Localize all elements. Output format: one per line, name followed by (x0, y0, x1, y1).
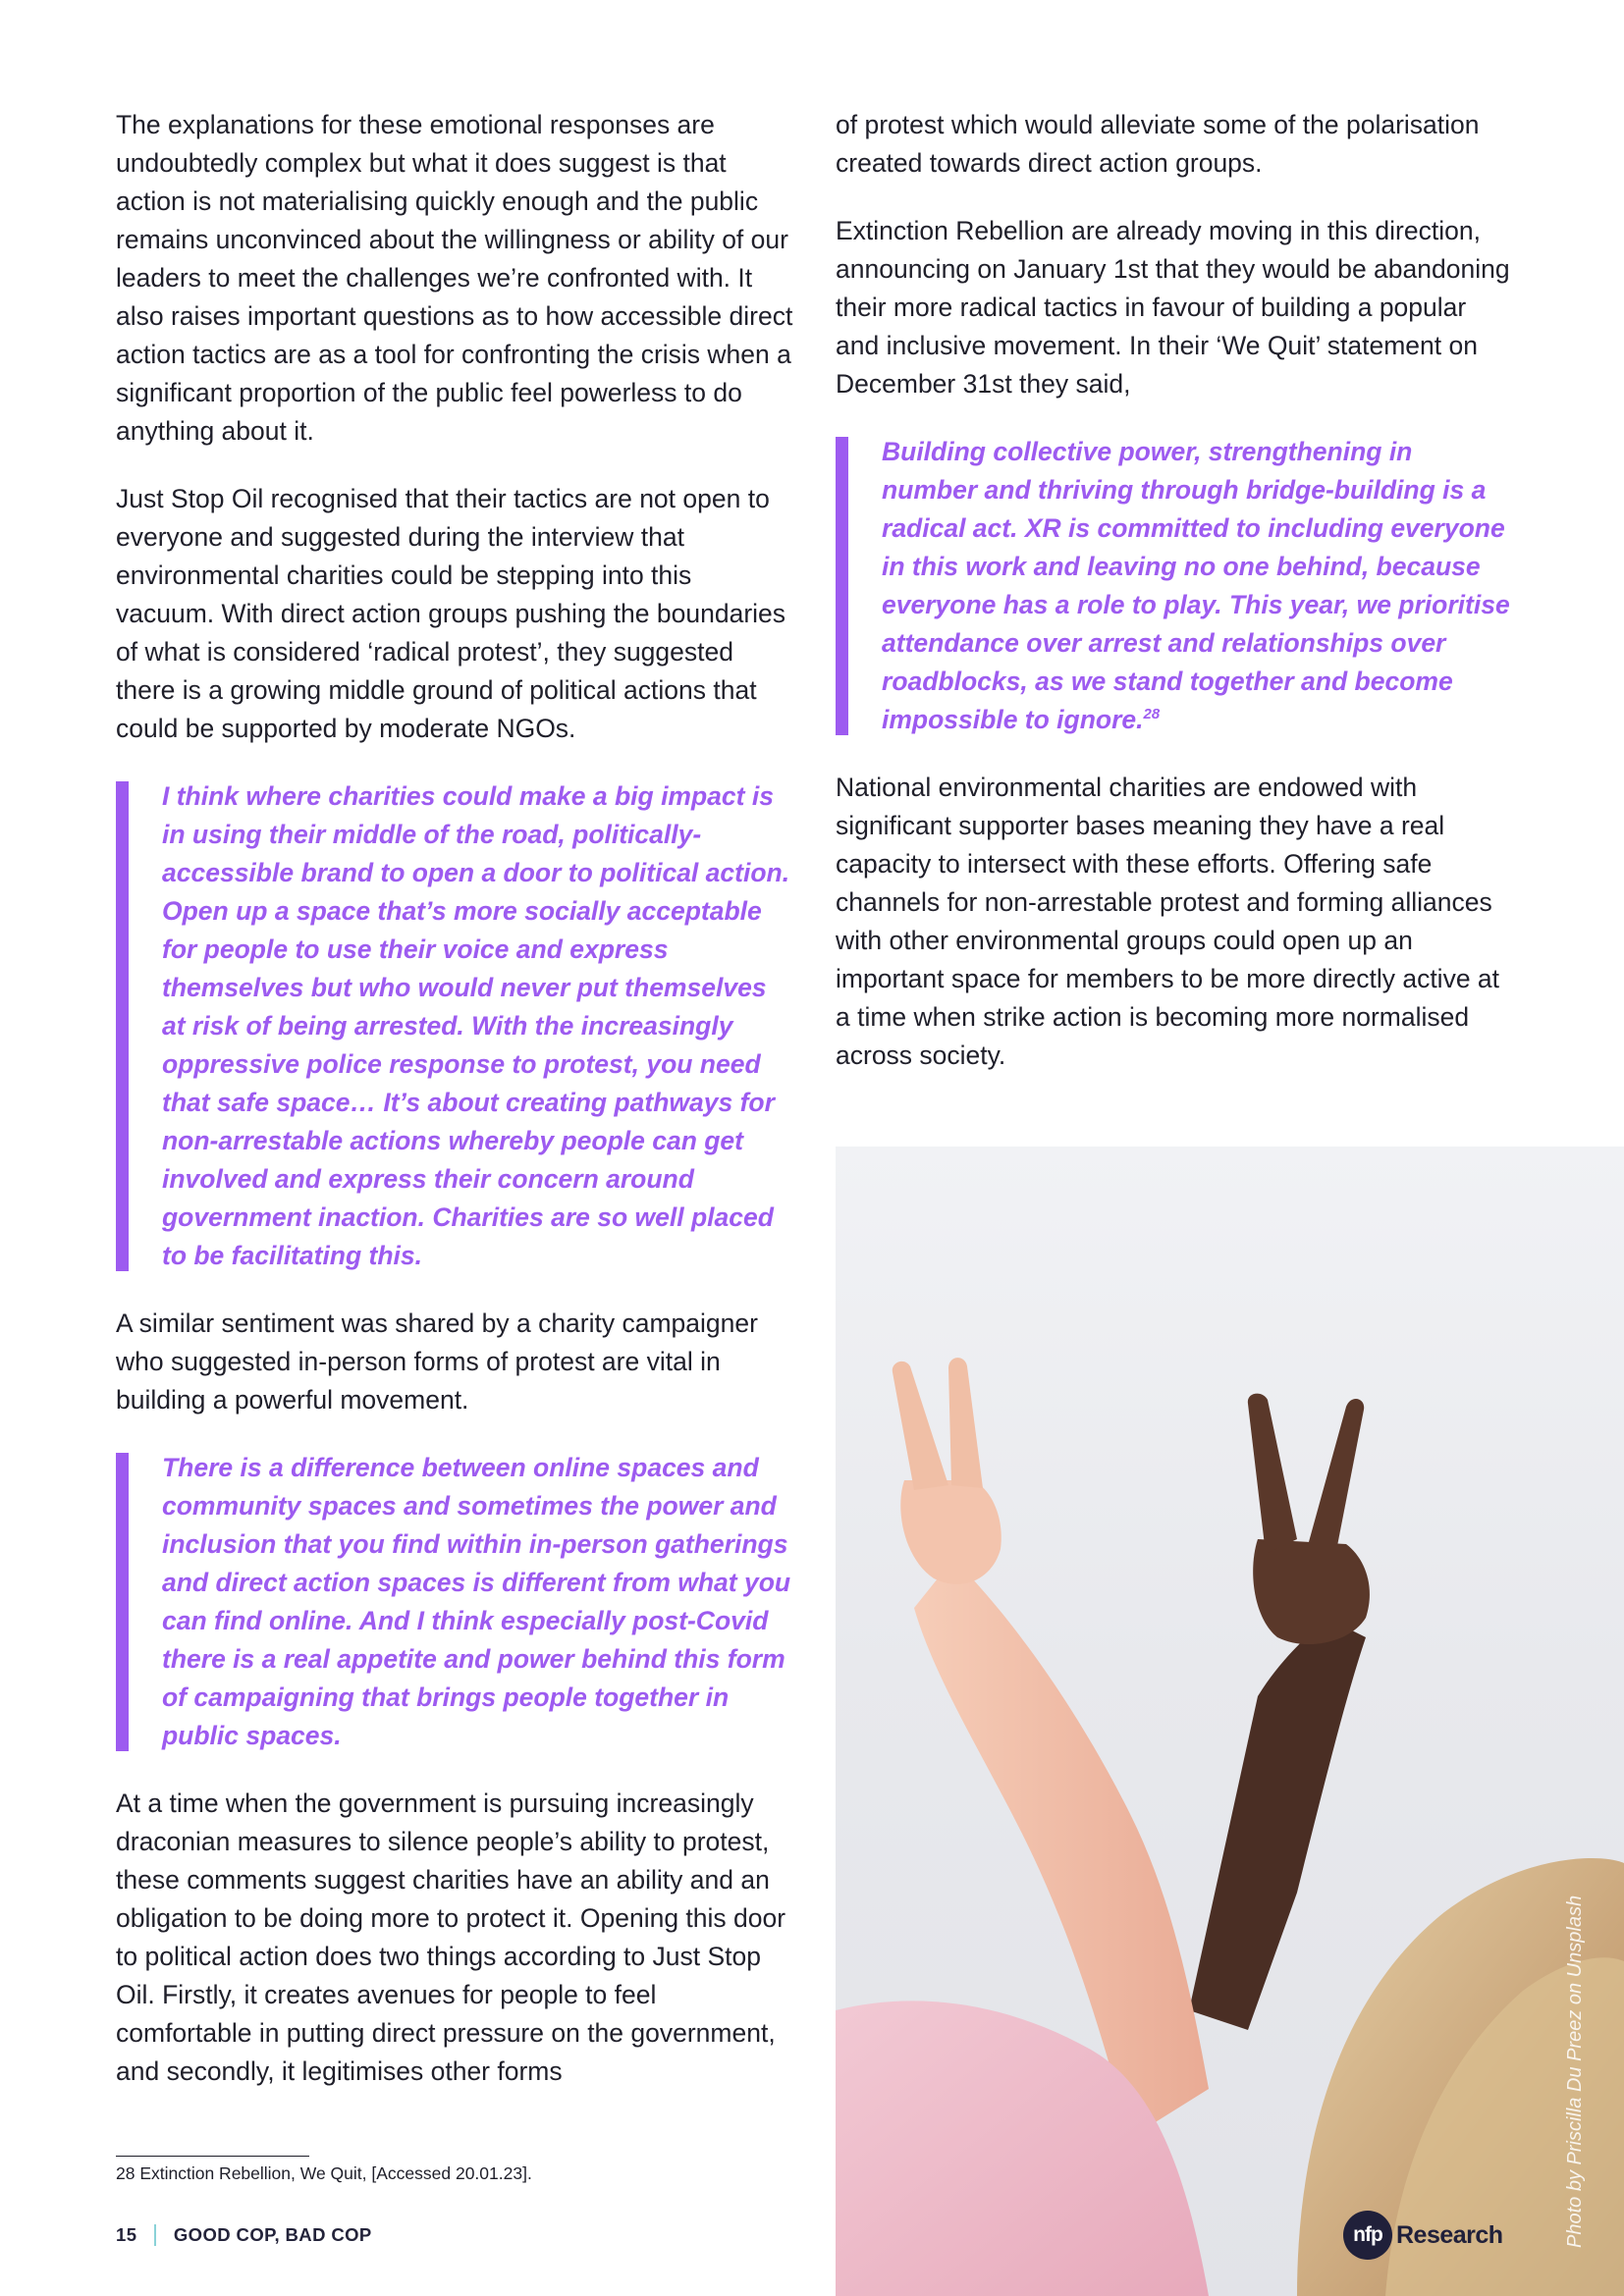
protest-photo (836, 1147, 1624, 2296)
peace-hands-illustration (836, 1147, 1624, 2296)
page-footer (116, 2224, 372, 2246)
pull-quote-text: I think where charities could make a big impact is in using their middle of the road, politically-accessible brand to open a door to political action. Open up a space that’s more socially acceptable for people to use their voice and express themselves but who would never put themselves at risk of being arrested. With the increasingly oppressive police response to protest, you need that safe space… It’s about creating pathways for non-arrestable actions whereby people can get involved and express their concern around government inaction. Charities are so well placed to be facilitating this. (162, 781, 790, 1270)
body-paragraph: Just Stop Oil recognised that their tactics are not open to everyone and suggested during the interview that environmental charities could be stepping into this vacuum. With direct action groups pushing the boundaries of what is considered ‘radical protest’, they suggested there is a growing middle ground of political actions that could be supported by moderate NGOs. (116, 484, 786, 743)
pull-quote-text (882, 433, 1513, 739)
logo-text: Research (1396, 2220, 1503, 2249)
nfp-research-logo (1343, 2209, 1503, 2262)
pull-quote-text: There is a difference between online spaces and community spaces and sometimes the power and inclusion that you find within in-person gatherings and direct action spaces is different from what you can find online. And I think especially post-Covid there is a real appetite and power behind this form of campaigning that brings people together in public spaces. (162, 1453, 791, 1750)
pull-quote-body: Building collective power, strengthening in number and thriving through bridge-building is a radical act. XR is committed to including everyone in this work and leaving no one behind, because everyone has a role to play. This year, we prioritise attendance over arrest and relationships over roadblocks, as we stand together and become impossible to ignore. (882, 437, 1510, 734)
pull-quote (116, 777, 793, 1275)
footnote-reference[interactable]: 28 (1143, 706, 1161, 723)
logo-badge: nfp (1343, 2211, 1392, 2260)
photo-credit: Photo by Priscilla Du Preez on Unsplash (1564, 1895, 1586, 2248)
body-paragraph: Extinction Rebellion are already moving in this direction, announcing on January 1st that they would be abandoning their more radical tactics in favour of building a popular and inclusive movement. In their ‘We Quit’ statement on December 31st they said, (836, 216, 1510, 399)
body-paragraph: At a time when the government is pursuing increasingly draconian measures to silence people’s ability to protest, these comments suggest charities have an ability and an obligation to be doing more to protect it. Opening this door to political action does two things according to Just Stop Oil. Firstly, it creates avenues for people to feel comfortable in putting direct pressure on the government, and secondly, it legitimises other forms (116, 1789, 786, 2086)
page-number: 15 (116, 2224, 137, 2245)
left-column (116, 106, 793, 2120)
light-finger-2 (948, 1358, 983, 1488)
body-paragraph: A similar sentiment was shared by a charity campaigner who suggested in-person forms of protest are vital in building a powerful movement. (116, 1308, 758, 1415)
dark-finger-2 (1307, 1399, 1364, 1551)
footnote-divider (116, 2156, 309, 2157)
footer-divider (154, 2224, 156, 2246)
dark-finger-1 (1248, 1394, 1297, 1554)
light-finger-1 (893, 1362, 948, 1490)
body-paragraph: of protest which would alleviate some of the polarisation created towards direct action groups. (836, 110, 1480, 178)
document-title: GOOD COP, BAD COP (173, 2224, 372, 2245)
pull-quote (836, 433, 1513, 739)
pull-quote (116, 1449, 793, 1755)
body-paragraph: National environmental charities are endowed with significant supporter bases meaning they have a real capacity to intersect with these efforts. Offering safe channels for non-arrestable protest and forming alliances with other environmental groups could open up an important space for members to be more directly active at a time when strike action is becoming more normalised across society. (836, 773, 1500, 1070)
footnote: 28 Extinction Rebellion, We Quit, [Accessed 20.01.23]. (116, 2163, 532, 2183)
right-column (836, 106, 1513, 1104)
body-paragraph: The explanations for these emotional responses are undoubtedly complex but what it does suggest is that action is not materialising quickly enough and the public remains unconvinced about the willingness or ability of our leaders to meet the challenges we’re confronted with. It also raises important questions as to how accessible direct action tactics are as a tool for confronting the crisis when a significant proportion of the public feel powerless to do anything about it. (116, 110, 793, 446)
